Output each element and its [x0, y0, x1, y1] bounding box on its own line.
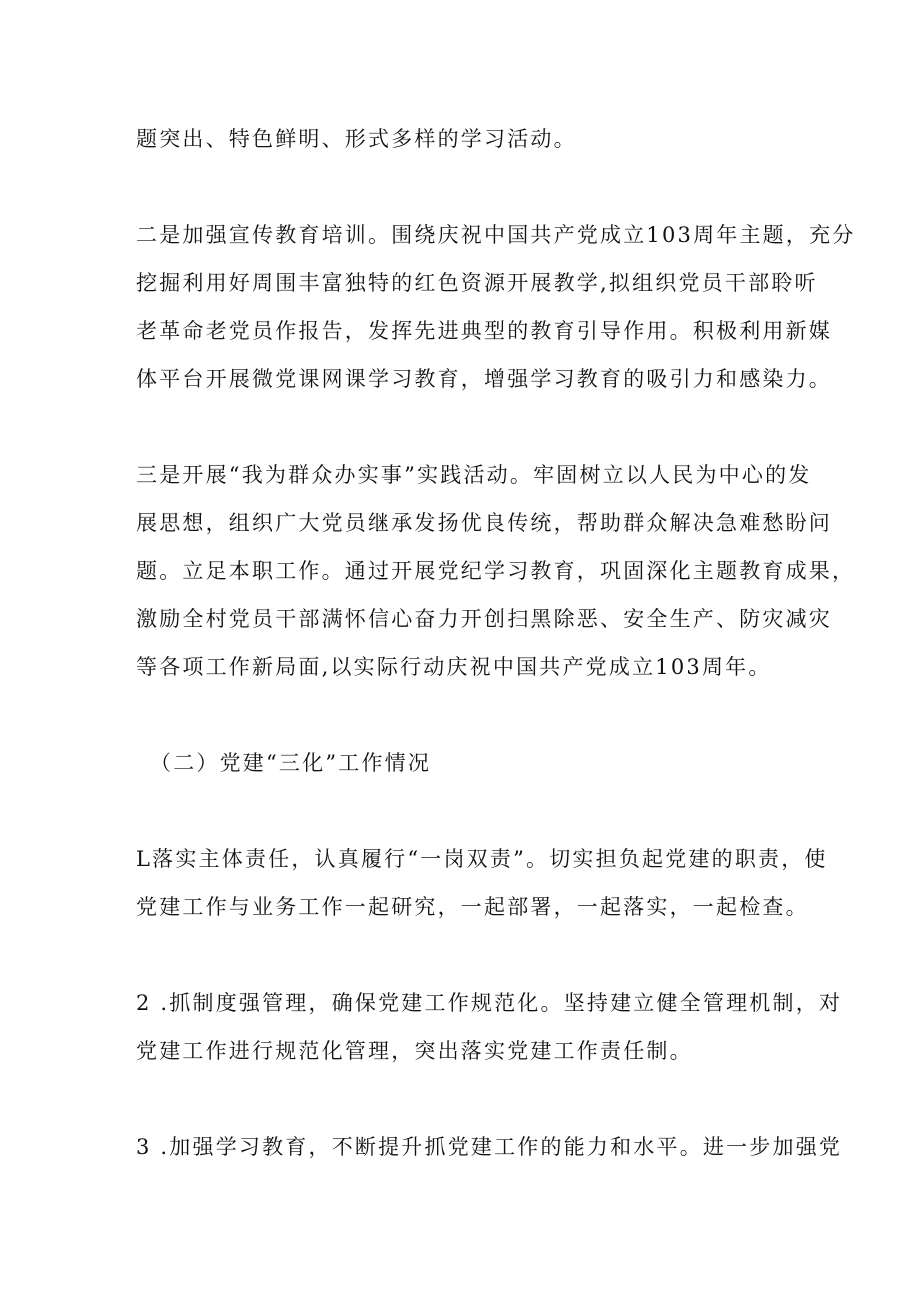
paragraph-line: 展思想，组织广大党员继承发扬优良传统，帮助群众解决急难愁盼问	[136, 511, 832, 535]
list-item-line: 2 .抓制度强管理，确保党建工作规范化。坚持建立健全管理机制，对	[136, 991, 843, 1015]
paragraph-line: 二是加强宣传教育培训。围绕庆祝中国共产党成立103周年主题，充分	[136, 223, 856, 247]
list-item-line: L落实主体责任，认真履行“一岗双责”。切实担负起党建的职责，使	[136, 847, 828, 871]
list-item-line: 党建工作进行规范化管理，突出落实党建工作责任制。	[136, 1039, 693, 1063]
paragraph-line: 老革命老党员作报告，发挥先进典型的教育引导作用。积极利用新媒	[136, 319, 832, 343]
paragraph-line: 三是开展“我为群众办实事”实践活动。牢固树立以人民为中心的发	[136, 463, 812, 487]
paragraph-line: 题突出、特色鲜明、形式多样的学习活动。	[136, 127, 577, 151]
paragraph-line: 等各项工作新局面,以实际行动庆祝中国共产党成立103周年。	[136, 655, 772, 679]
section-heading: （二）党建“三化”工作情况	[150, 751, 432, 775]
paragraph-line: 题。立足本职工作。通过开展党纪学习教育，巩固深化主题教育成果，	[136, 559, 856, 583]
paragraph-line: 挖掘利用好周围丰富独特的红色资源开展教学,拟组织党员干部聆听	[136, 271, 818, 295]
list-item-line: 党建工作与业务工作一起研究，一起部署，一起落实，一起检查。	[136, 895, 809, 919]
paragraph-line: 激励全村党员干部满怀信心奋力开创扫黑除恶、安全生产、防灾减灾	[136, 607, 832, 631]
list-item-line: 3 .加强学习教育，不断提升抓党建工作的能力和水平。进一步加强党	[136, 1135, 843, 1159]
paragraph-line: 体平台开展微党课网课学习教育，增强学习教育的吸引力和感染力。	[136, 367, 832, 391]
